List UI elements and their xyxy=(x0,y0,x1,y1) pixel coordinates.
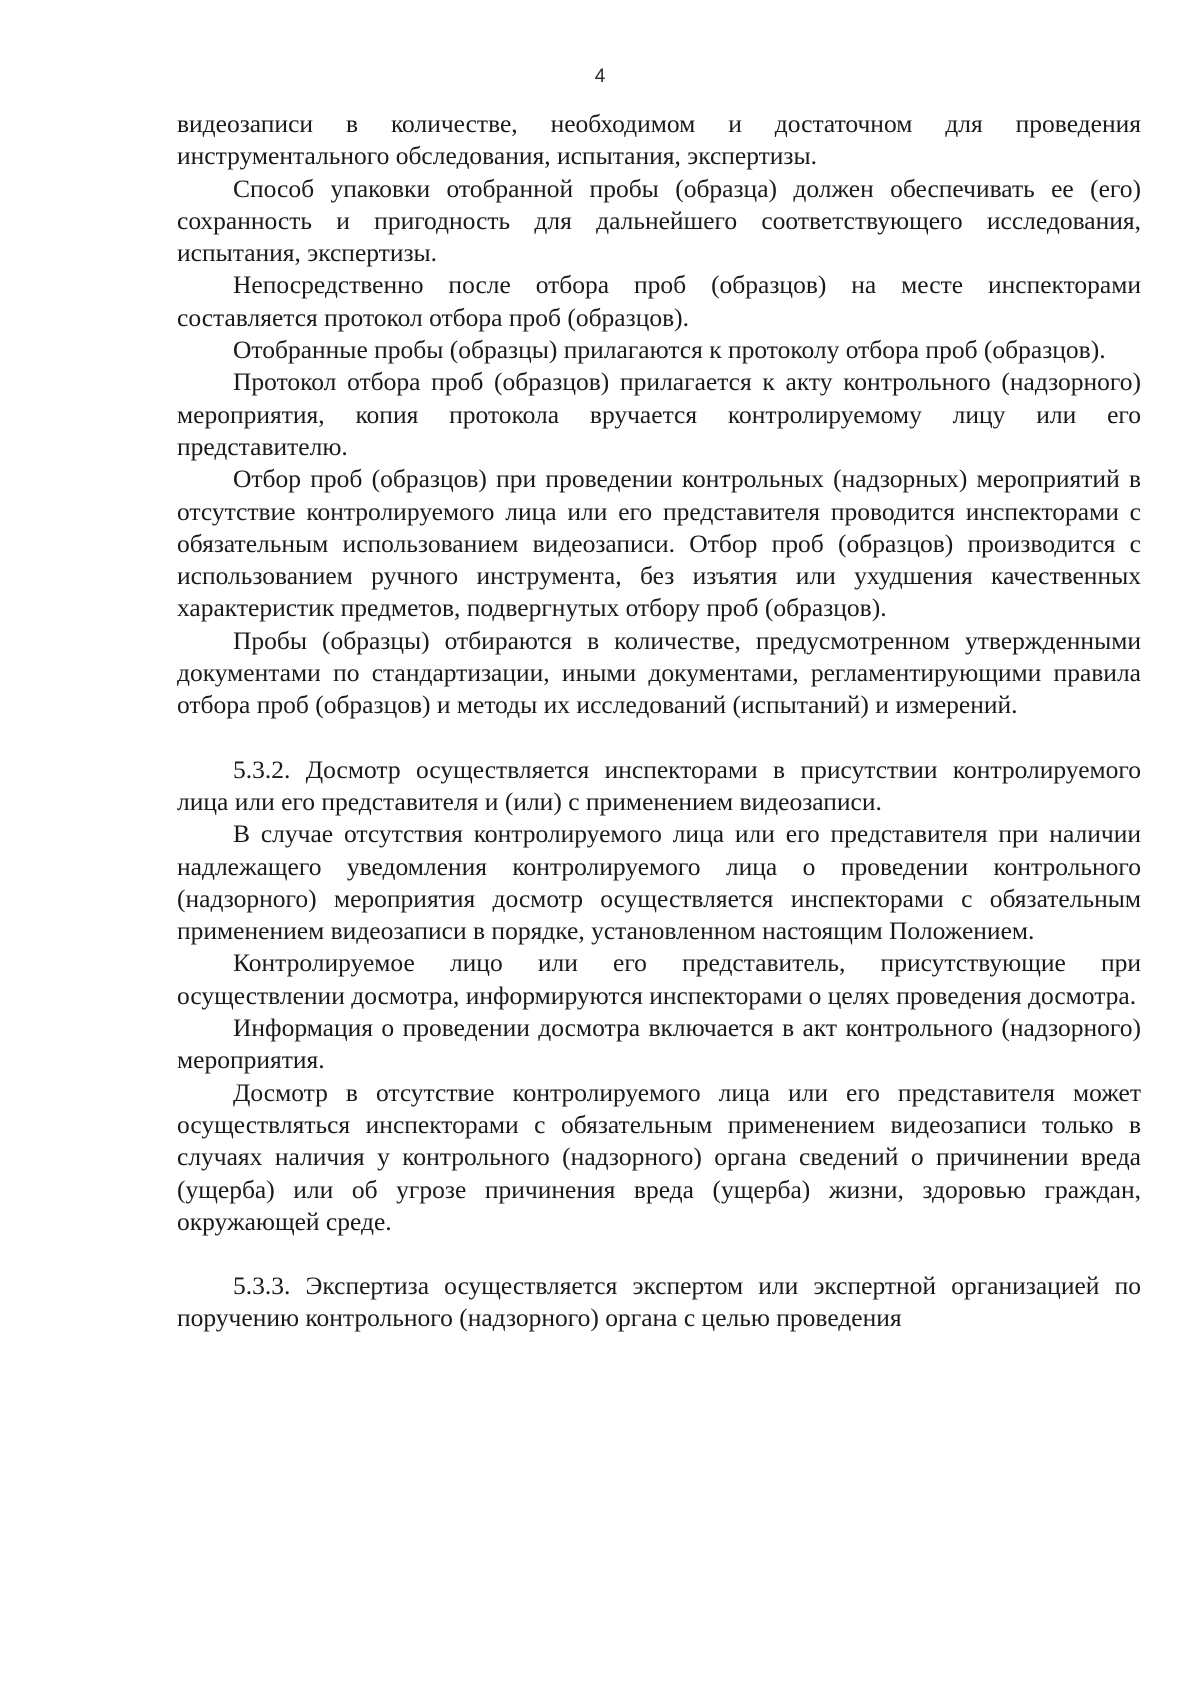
paragraph-protocol-attached: Протокол отбора проб (образцов) прилагается к акту контрольного (надзорного) мероприятия, копия протокола вручается контролируемому лицу или его представителю. xyxy=(177,367,1141,461)
paragraph-inspection-act: Информация о проведении досмотра включается в акт контрольного (надзорного) мероприятия. xyxy=(177,1013,1141,1075)
paragraph-inspection-absence: В случае отсутствия контролируемого лица или его представителя при наличии надлежащего уведомления контролируемого лица о проведении контрольного (надзорного) мероприятия досмотр осуществляется инспекторами с обязательным применением видеозаписи в порядке, установленном настоящим Положением. xyxy=(177,819,1141,946)
section-5-3-2-heading: 5.3.2. Досмотр осуществляется инспекторами в присутствии контролируемого лица или его представителя и (или) с применением видеозаписи. xyxy=(177,754,1141,816)
document-body xyxy=(177,108,1141,1335)
paragraph-inspection-conditions: Досмотр в отсутствие контролируемого лица или его представителя может осуществляться инспекторами с обязательным применением видеозаписи только в случаях наличия у контрольного (надзорного) органа сведений о причинении вреда (ущерба) или об угрозе причинения вреда (ущерба) жизни, здоровью граждан, окружающей среде. xyxy=(177,1077,1141,1236)
paragraph-sampling-absence: Отбор проб (образцов) при проведении контрольных (надзорных) мероприятий в отсутствие контролируемого лица или его представителя проводится инспекторами с обязательным использованием видеозаписи. Отбор проб (образцов) производится с использованием ручного инструмента, без изъятия или ухудшения качественных характеристик предметов, подвергнутых отбору проб (образцов). xyxy=(177,464,1141,623)
paragraph-protocol-drafting: Непосредственно после отбора проб (образцов) на месте инспекторами составляется протокол отбора проб (образцов). xyxy=(177,270,1141,332)
section-5-3-3-heading: 5.3.3. Экспертиза осуществляется экспертом или экспертной организацией по поручению контрольного (надзорного) органа с целью проведения xyxy=(177,1271,1141,1333)
paragraph-continuation: видеозаписи в количестве, необходимом и достаточном для проведения инструментального обследования, испытания, экспертизы. xyxy=(177,109,1141,171)
page-number: 4 xyxy=(594,66,606,87)
paragraph-packaging: Способ упаковки отобранной пробы (образца) должен обеспечивать ее (его) сохранность и пригодность для дальнейшего соответствующего исследования, испытания, экспертизы. xyxy=(177,173,1141,268)
paragraph-inspection-informing: Контролируемое лицо или его представитель, присутствующие при осуществлении досмотра, информируются инспекторами о целях проведения досмотра. xyxy=(177,948,1141,1010)
paragraph-samples-attached: Отобранные пробы (образцы) прилагаются к протоколу отбора проб (образцов). xyxy=(233,335,1106,365)
paragraph-sample-quantity: Пробы (образцы) отбираются в количестве, предусмотренном утвержденными документами по стандартизации, иными документами, регламентирующими правила отбора проб (образцов) и методы их исследований (испытаний) и измерений. xyxy=(177,625,1141,720)
